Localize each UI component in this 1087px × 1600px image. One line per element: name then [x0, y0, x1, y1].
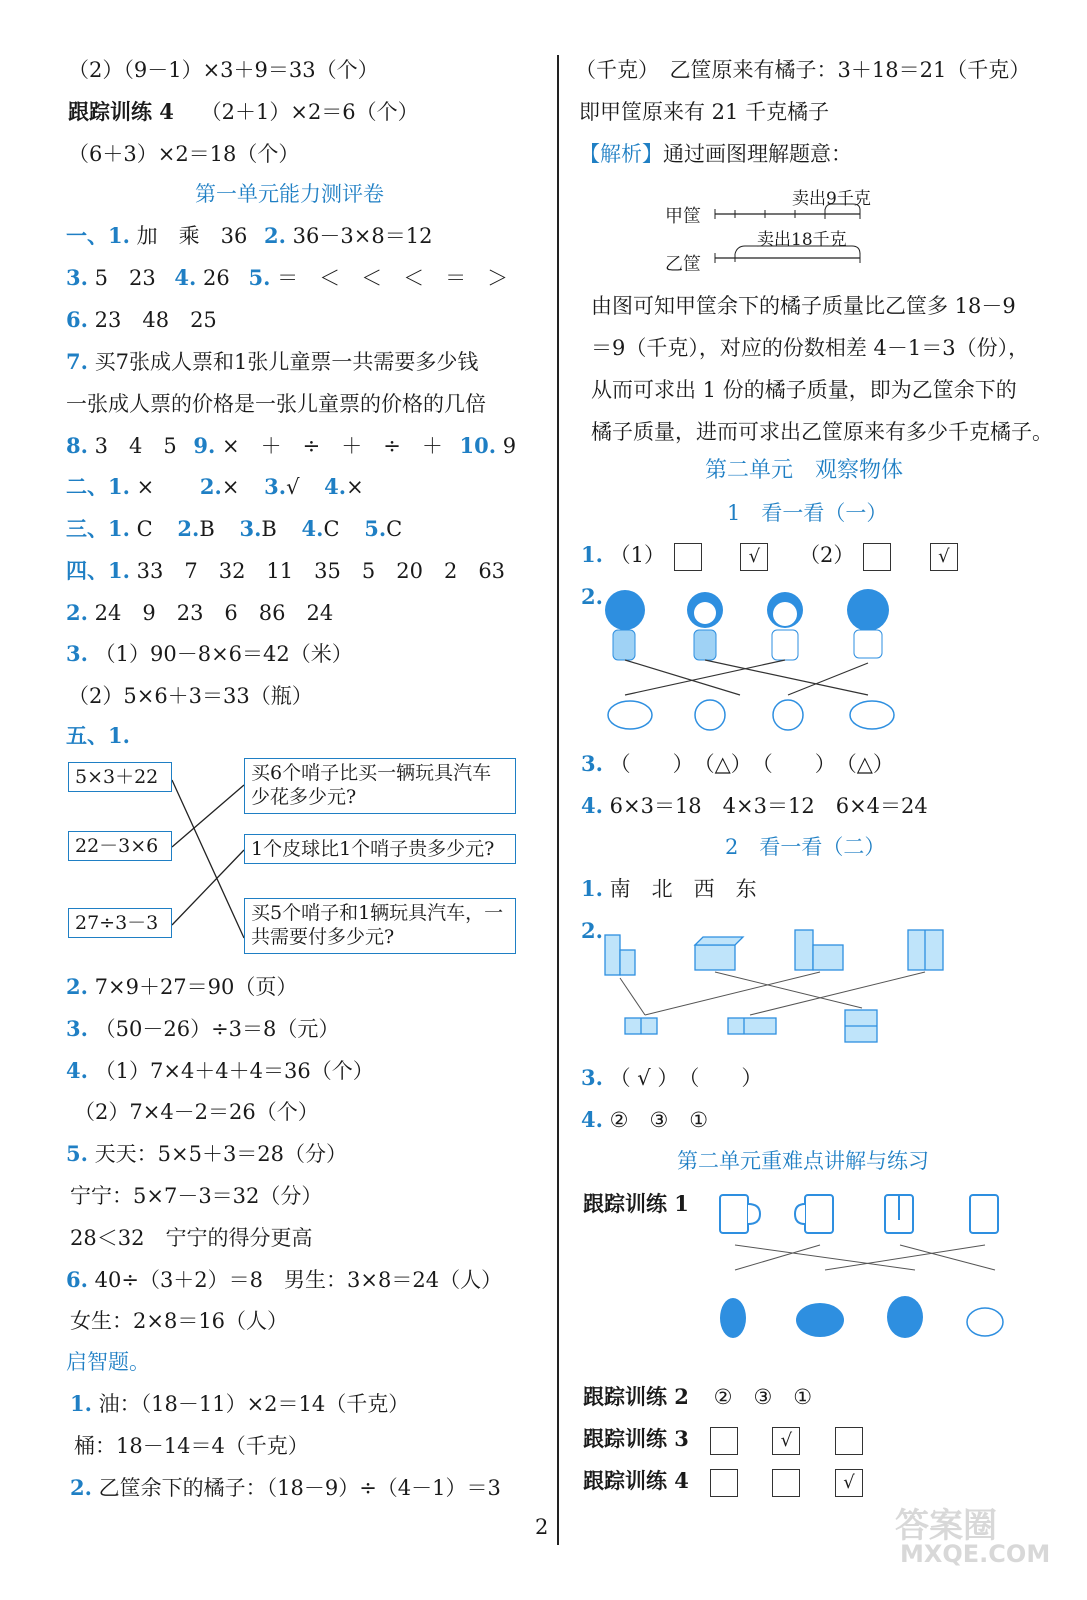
answer-line: （2）（9－1）×3＋9＝33（个）	[68, 58, 379, 82]
qnum: 3.	[581, 751, 603, 776]
answer: （1）7×4＋4＋4＝36（个）	[94, 1059, 374, 1083]
q-san	[66, 515, 402, 543]
answer: ② ③ ①	[713, 1385, 813, 1409]
tracking-1-label: 跟踪训练 1	[583, 1191, 689, 1216]
answer-box: √	[740, 543, 768, 571]
answer-line: （2）5×6＋3＝33（瓶）	[68, 684, 313, 708]
qnum: 4.	[581, 793, 603, 818]
question-box: 买5个哨子和1辆玩具汽车，一共需要付多少元?	[244, 898, 516, 954]
answer: ＝ ＜ ＜ ＜ ＝ ＞	[277, 266, 509, 290]
answer: 9	[502, 434, 517, 458]
answer: 3 4 5	[94, 434, 177, 458]
answer: 买7张成人票和1张儿童票一共需要多少钱	[94, 350, 479, 374]
analysis-line: 橘子质量，进而可求出乙筐原来有多少千克橘子。	[591, 420, 1053, 444]
piggy-front-icon	[695, 700, 725, 730]
qnum: 2.	[70, 1475, 92, 1500]
qnum: 4.	[66, 1058, 88, 1083]
label: 跟踪训练 3	[583, 1426, 689, 1451]
child-back-icon	[847, 589, 889, 658]
answer: （2＋1）×2＝6（个）	[200, 100, 419, 124]
expression-box: 5×3＋22	[68, 762, 172, 792]
answer-line: 一张成人票的价格是一张儿童票的价格的几倍	[66, 392, 486, 416]
qnum: 10.	[459, 433, 497, 458]
answer: 26	[203, 266, 230, 290]
qnum: 5.	[364, 516, 387, 541]
qnum: 3.	[66, 265, 88, 290]
duck-icon	[796, 1303, 844, 1337]
tracking-2	[583, 1383, 812, 1411]
qnum: 3.	[66, 1016, 88, 1041]
piggy-side-icon	[850, 701, 894, 729]
answer: 23 48 25	[94, 308, 217, 332]
qnum: 3.	[239, 516, 262, 541]
q-si-3	[66, 640, 353, 668]
answer: （ √ ） （ ）	[609, 1066, 763, 1090]
label: 跟踪训练 2	[583, 1384, 689, 1409]
boy-front-icon	[767, 592, 803, 660]
qnum: 4.	[301, 516, 324, 541]
analysis-line: ＝9（千克），对应的份数相差 4－1＝3（份），	[591, 336, 1030, 360]
analysis-label: 【解析】	[579, 142, 663, 166]
answer: （50－26）÷3＝8（元）	[94, 1017, 340, 1041]
q-si-1	[66, 557, 505, 585]
unit2-title: 第二单元 观察物体	[705, 458, 904, 483]
answer: 6×3＝18 4×3＝12 6×4＝24	[609, 794, 928, 818]
watermark-logo: 答案圈	[895, 1506, 997, 1546]
qnum: 7.	[66, 349, 88, 374]
qnum: 6.	[66, 307, 88, 332]
answer: B	[261, 517, 277, 541]
q-7	[66, 348, 478, 376]
s1-q2-num: 2.	[581, 584, 603, 609]
analysis-text: 通过画图理解题意：	[663, 142, 852, 166]
question-box: 买6个哨子比买一辆玩具汽车少花多少元?	[244, 758, 516, 814]
answer: 36－3×8＝12	[292, 224, 433, 248]
answer: ×	[136, 475, 176, 499]
answer: √	[286, 475, 300, 499]
analysis-line: 由图可知甲筐余下的橘子质量比乙筐多 18－9	[591, 294, 1016, 318]
cup-icon	[720, 1195, 748, 1233]
q-wu-5	[66, 1140, 347, 1168]
sub-label: （1）	[609, 543, 665, 567]
analysis	[579, 140, 852, 168]
s1-q1	[581, 541, 960, 571]
answer-box	[710, 1427, 738, 1455]
basket-jia-label: 甲筐	[665, 206, 701, 227]
qnum: 一、1.	[66, 223, 130, 248]
answer: ×	[221, 475, 240, 499]
cups-animals-illustration	[715, 1190, 1015, 1350]
answer: 油：（18－11）×2＝14（千克）	[98, 1392, 410, 1416]
challenge-2	[70, 1474, 501, 1502]
answer: （ ） （△） （ ） （△）	[609, 752, 894, 776]
qnum: 5.	[248, 265, 271, 290]
answer-box: √	[930, 543, 958, 571]
answer: C	[386, 517, 403, 541]
q-wu-4	[66, 1057, 374, 1085]
qnum: 3.	[66, 641, 88, 666]
qnum: 3.	[581, 1065, 603, 1090]
rabbit-icon	[720, 1298, 746, 1338]
qnum: 四、1.	[66, 558, 130, 583]
answer-box	[674, 543, 702, 571]
qnum: 3.	[264, 474, 287, 499]
qnum: 6.	[66, 1267, 88, 1292]
answer-box	[710, 1469, 738, 1497]
s1-q3	[581, 750, 894, 778]
qnum: 4.	[324, 474, 347, 499]
answer-box	[772, 1469, 800, 1497]
tracking-training-4	[68, 98, 419, 126]
answer: 5 23	[94, 266, 156, 290]
q-6	[66, 306, 217, 334]
qnum: 2.	[264, 223, 286, 248]
q-yi	[66, 222, 432, 250]
children-piggy-illustration	[600, 585, 940, 735]
answer: 加 乘 36	[136, 224, 248, 248]
watermark-url: MXQE.COM	[900, 1540, 1051, 1568]
piggy-back-icon	[773, 700, 803, 730]
tracking-3	[583, 1425, 865, 1455]
qnum: 2.	[66, 974, 88, 999]
analysis-line: 从而可求出 1 份的橘子质量，即为乙筐余下的	[591, 378, 1017, 402]
answer: 33 7 32 11 35 5 20 2 63	[136, 559, 506, 583]
q-wu-6	[66, 1266, 502, 1294]
answer-box: √	[835, 1469, 863, 1497]
s2-q3	[581, 1064, 762, 1092]
label: 跟踪训练 4	[583, 1468, 689, 1493]
qnum: 三、1.	[66, 516, 130, 541]
qnum: 4.	[174, 265, 197, 290]
girl-icon	[687, 592, 723, 660]
answer-box	[863, 543, 891, 571]
bear-icon	[887, 1296, 923, 1338]
blocks-illustration	[600, 920, 960, 1050]
answer: 天天：5×5＋3＝28（分）	[94, 1142, 348, 1166]
goose-icon	[967, 1308, 1003, 1336]
answer-line: 即甲筐原来有 21 千克橘子	[579, 100, 830, 124]
sold-18-label: 卖出18千克	[757, 230, 847, 250]
s2-q1	[581, 875, 757, 903]
s2-q4	[581, 1106, 708, 1134]
qnum: 1.	[581, 542, 603, 567]
qnum: 1.	[581, 876, 603, 901]
section2-title: 2 看一看（二）	[725, 835, 886, 859]
answer: ② ③ ①	[609, 1108, 709, 1132]
challenge-1	[70, 1390, 409, 1418]
challenge-heading: 启智题。	[66, 1350, 150, 1374]
child-side-view-icon	[605, 590, 645, 660]
q-wu-1: 五、1.	[66, 723, 130, 748]
answer: 24 9 23 6 86 24	[94, 601, 334, 625]
column-divider	[557, 55, 559, 1545]
answer-box	[835, 1427, 863, 1455]
qnum: 2.	[199, 474, 222, 499]
s2-q2-num: 2.	[581, 918, 603, 943]
q-er	[66, 473, 364, 501]
q-wu-3	[66, 1015, 339, 1043]
answer: C	[136, 517, 153, 541]
qnum: 1.	[70, 1391, 92, 1416]
qnum: 2.	[66, 600, 88, 625]
basket-yi-label: 乙筐	[665, 254, 701, 275]
answer-line: （千克） 乙筐原来有橘子：3＋18＝21（千克）	[575, 58, 1031, 82]
answer-line: （2）7×4－2＝26（个）	[74, 1100, 319, 1124]
answer: 南 北 西 东	[609, 877, 757, 901]
answer-line: 女生：2×8＝16（人）	[70, 1309, 289, 1333]
q-8-9-10	[66, 432, 516, 460]
answer: ×	[346, 475, 364, 499]
qnum: 二、1.	[66, 474, 130, 499]
sold-9-label: 卖出9千克	[792, 189, 871, 209]
answer: C	[323, 517, 340, 541]
page-number: 2	[535, 1515, 549, 1539]
qnum: 5.	[66, 1141, 88, 1166]
bar-diagram	[710, 196, 910, 276]
qnum: 8.	[66, 433, 88, 458]
cup-icon	[970, 1195, 998, 1233]
label: 跟踪训练 4	[68, 99, 174, 124]
answer-line: 28＜32 宁宁的得分更高	[70, 1226, 313, 1250]
answer: 40÷（3＋2）＝8 男生：3×8＝24（人）	[94, 1268, 503, 1292]
answer-line: 桶：18－14＝4（千克）	[74, 1434, 309, 1458]
unit2-key-title: 第二单元重难点讲解与练习	[677, 1149, 929, 1173]
answer-line: （6＋3）×2＝18（个）	[68, 142, 300, 166]
answer: （1）90－8×6＝42（米）	[94, 642, 353, 666]
q-si-2	[66, 599, 333, 627]
sub-label: （2）	[799, 543, 855, 567]
question-box: 1个皮球比1个哨子贵多少元?	[244, 834, 516, 864]
s1-q4	[581, 792, 928, 820]
answer: 7×9＋27＝90（页）	[94, 975, 298, 999]
answer: 乙筐余下的橘子：（18－9）÷（4－1）＝3	[98, 1476, 501, 1500]
cup-icon	[805, 1195, 833, 1233]
expression-box: 27÷3－3	[68, 908, 172, 938]
unit1-title: 第一单元能力测评卷	[195, 182, 384, 206]
qnum: 4.	[581, 1107, 603, 1132]
answer-box: √	[772, 1427, 800, 1455]
q-wu-2	[66, 973, 297, 1001]
piggy-icon	[608, 701, 652, 729]
tracking-4	[583, 1467, 865, 1497]
section1-title: 1 看一看（一）	[727, 501, 888, 525]
answer: B	[199, 517, 215, 541]
q-3-4-5	[66, 264, 508, 292]
qnum: 9.	[193, 433, 216, 458]
answer: × ＋ ÷ ＋ ÷ ＋	[222, 434, 443, 458]
answer-line: 宁宁：5×7－3＝32（分）	[70, 1184, 323, 1208]
expression-box: 22－3×6	[68, 831, 172, 861]
qnum: 2.	[177, 516, 200, 541]
